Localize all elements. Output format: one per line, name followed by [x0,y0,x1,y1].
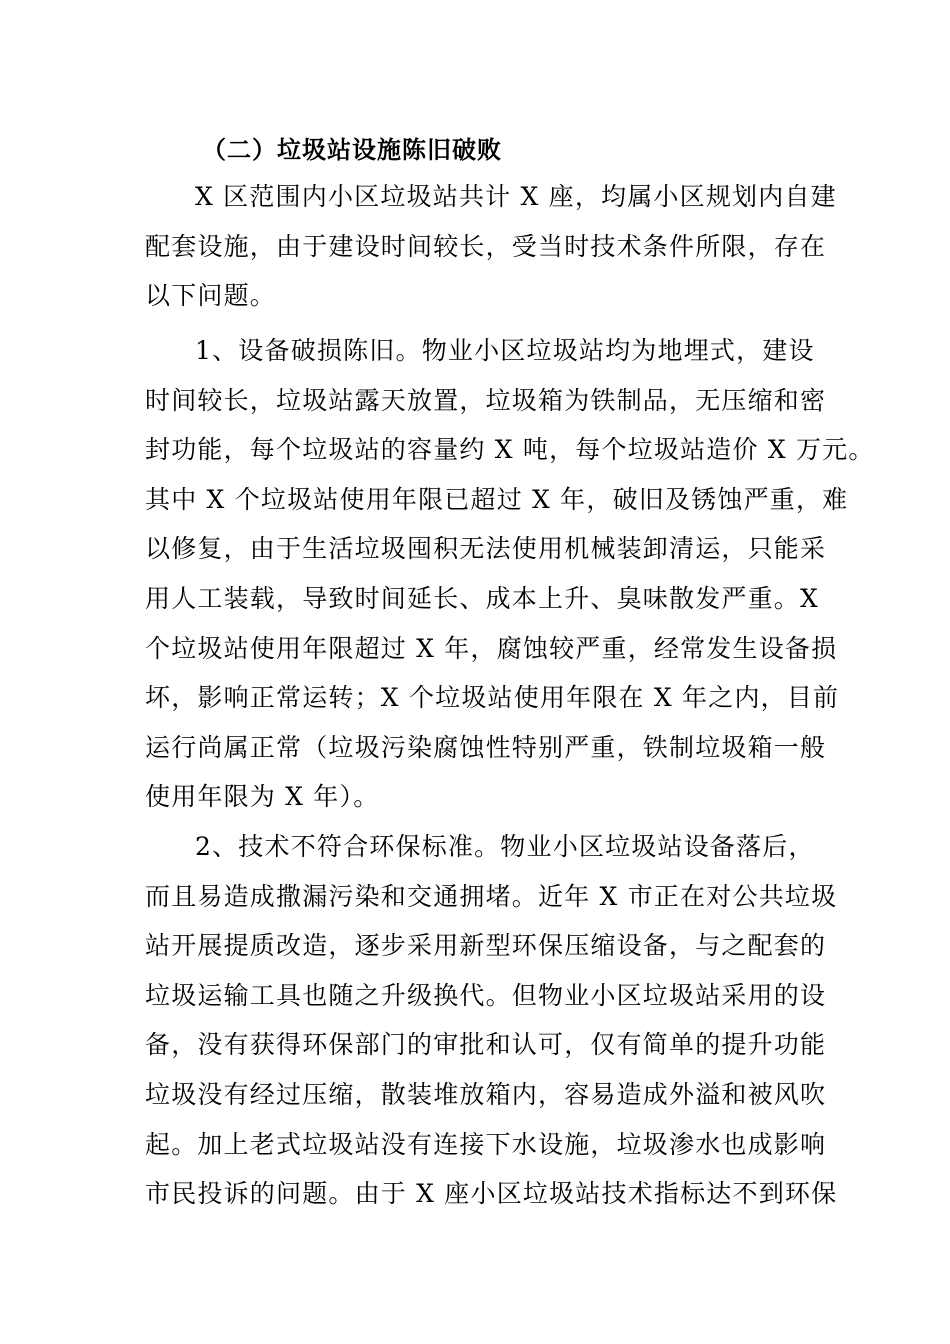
paragraph-line: 坏，影响正常运转；X 个垃圾站使用年限在 X 年之内，目前 [145,683,840,713]
paragraph-line: 其中 X 个垃圾站使用年限已超过 X 年，破旧及锈蚀严重，难 [145,484,849,514]
paragraph-line: 而且易造成撒漏污染和交通拥堵。近年 X 市正在对公共垃圾 [145,881,838,911]
section-heading: （二）垃圾站设施陈旧破败 [202,135,502,164]
paragraph-line: 个垃圾站使用年限超过 X 年，腐蚀较严重，经常发生设备损 [145,633,838,663]
paragraph-technology-standard [145,822,838,1219]
paragraph-line: 1、设备破损陈旧。物业小区垃圾站均为地埋式，建设 [195,336,815,365]
paragraph-line: 使用年限为 X 年）。 [145,782,380,812]
paragraph-line: X 区范围内小区垃圾站共计 X 座，均属小区规划内自建 [195,182,837,211]
paragraph-line: 市民投诉的问题。由于 X 座小区垃圾站技术指标达不到环保 [145,1179,838,1209]
paragraph-line: 垃圾运输工具也随之升级换代。但物业小区垃圾站采用的设 [145,980,827,1010]
paragraph-line: 站开展提质改造，逐步采用新型环保压缩设备，与之配套的 [145,931,827,961]
paragraph-line: 以下问题。 [145,281,277,311]
paragraph-line: 运行尚属正常（垃圾污染腐蚀性特别严重，铁制垃圾箱一般 [145,732,827,762]
paragraph-line: 以修复，由于生活垃圾囤积无法使用机械装卸清运，只能采 [145,534,827,564]
paragraph-line: 备，没有获得环保部门的审批和认可，仅有简单的提升功能 [145,1030,827,1060]
paragraph-line: 封功能，每个垃圾站的容量约 X 吨，每个垃圾站造价 X 万元。 [145,435,875,465]
paragraph-line: 起。加上老式垃圾站没有连接下水设施，垃圾渗水也成影响 [145,1129,827,1159]
paragraph-line: 用人工装载，导致时间延长、成本上升、臭味散发严重。X [145,583,820,613]
paragraph-line: 时间较长，垃圾站露天放置，垃圾箱为铁制品，无压缩和密 [145,385,827,415]
paragraph-line: 2、技术不符合环保标准。物业小区垃圾站设备落后， [195,832,815,861]
paragraph-intro [145,172,837,321]
paragraph-line: 配套设施，由于建设时间较长，受当时技术条件所限，存在 [145,231,827,261]
paragraph-equipment-damage [145,326,875,822]
paragraph-line: 垃圾没有经过压缩，散装堆放箱内，容易造成外溢和被风吹 [145,1079,827,1109]
